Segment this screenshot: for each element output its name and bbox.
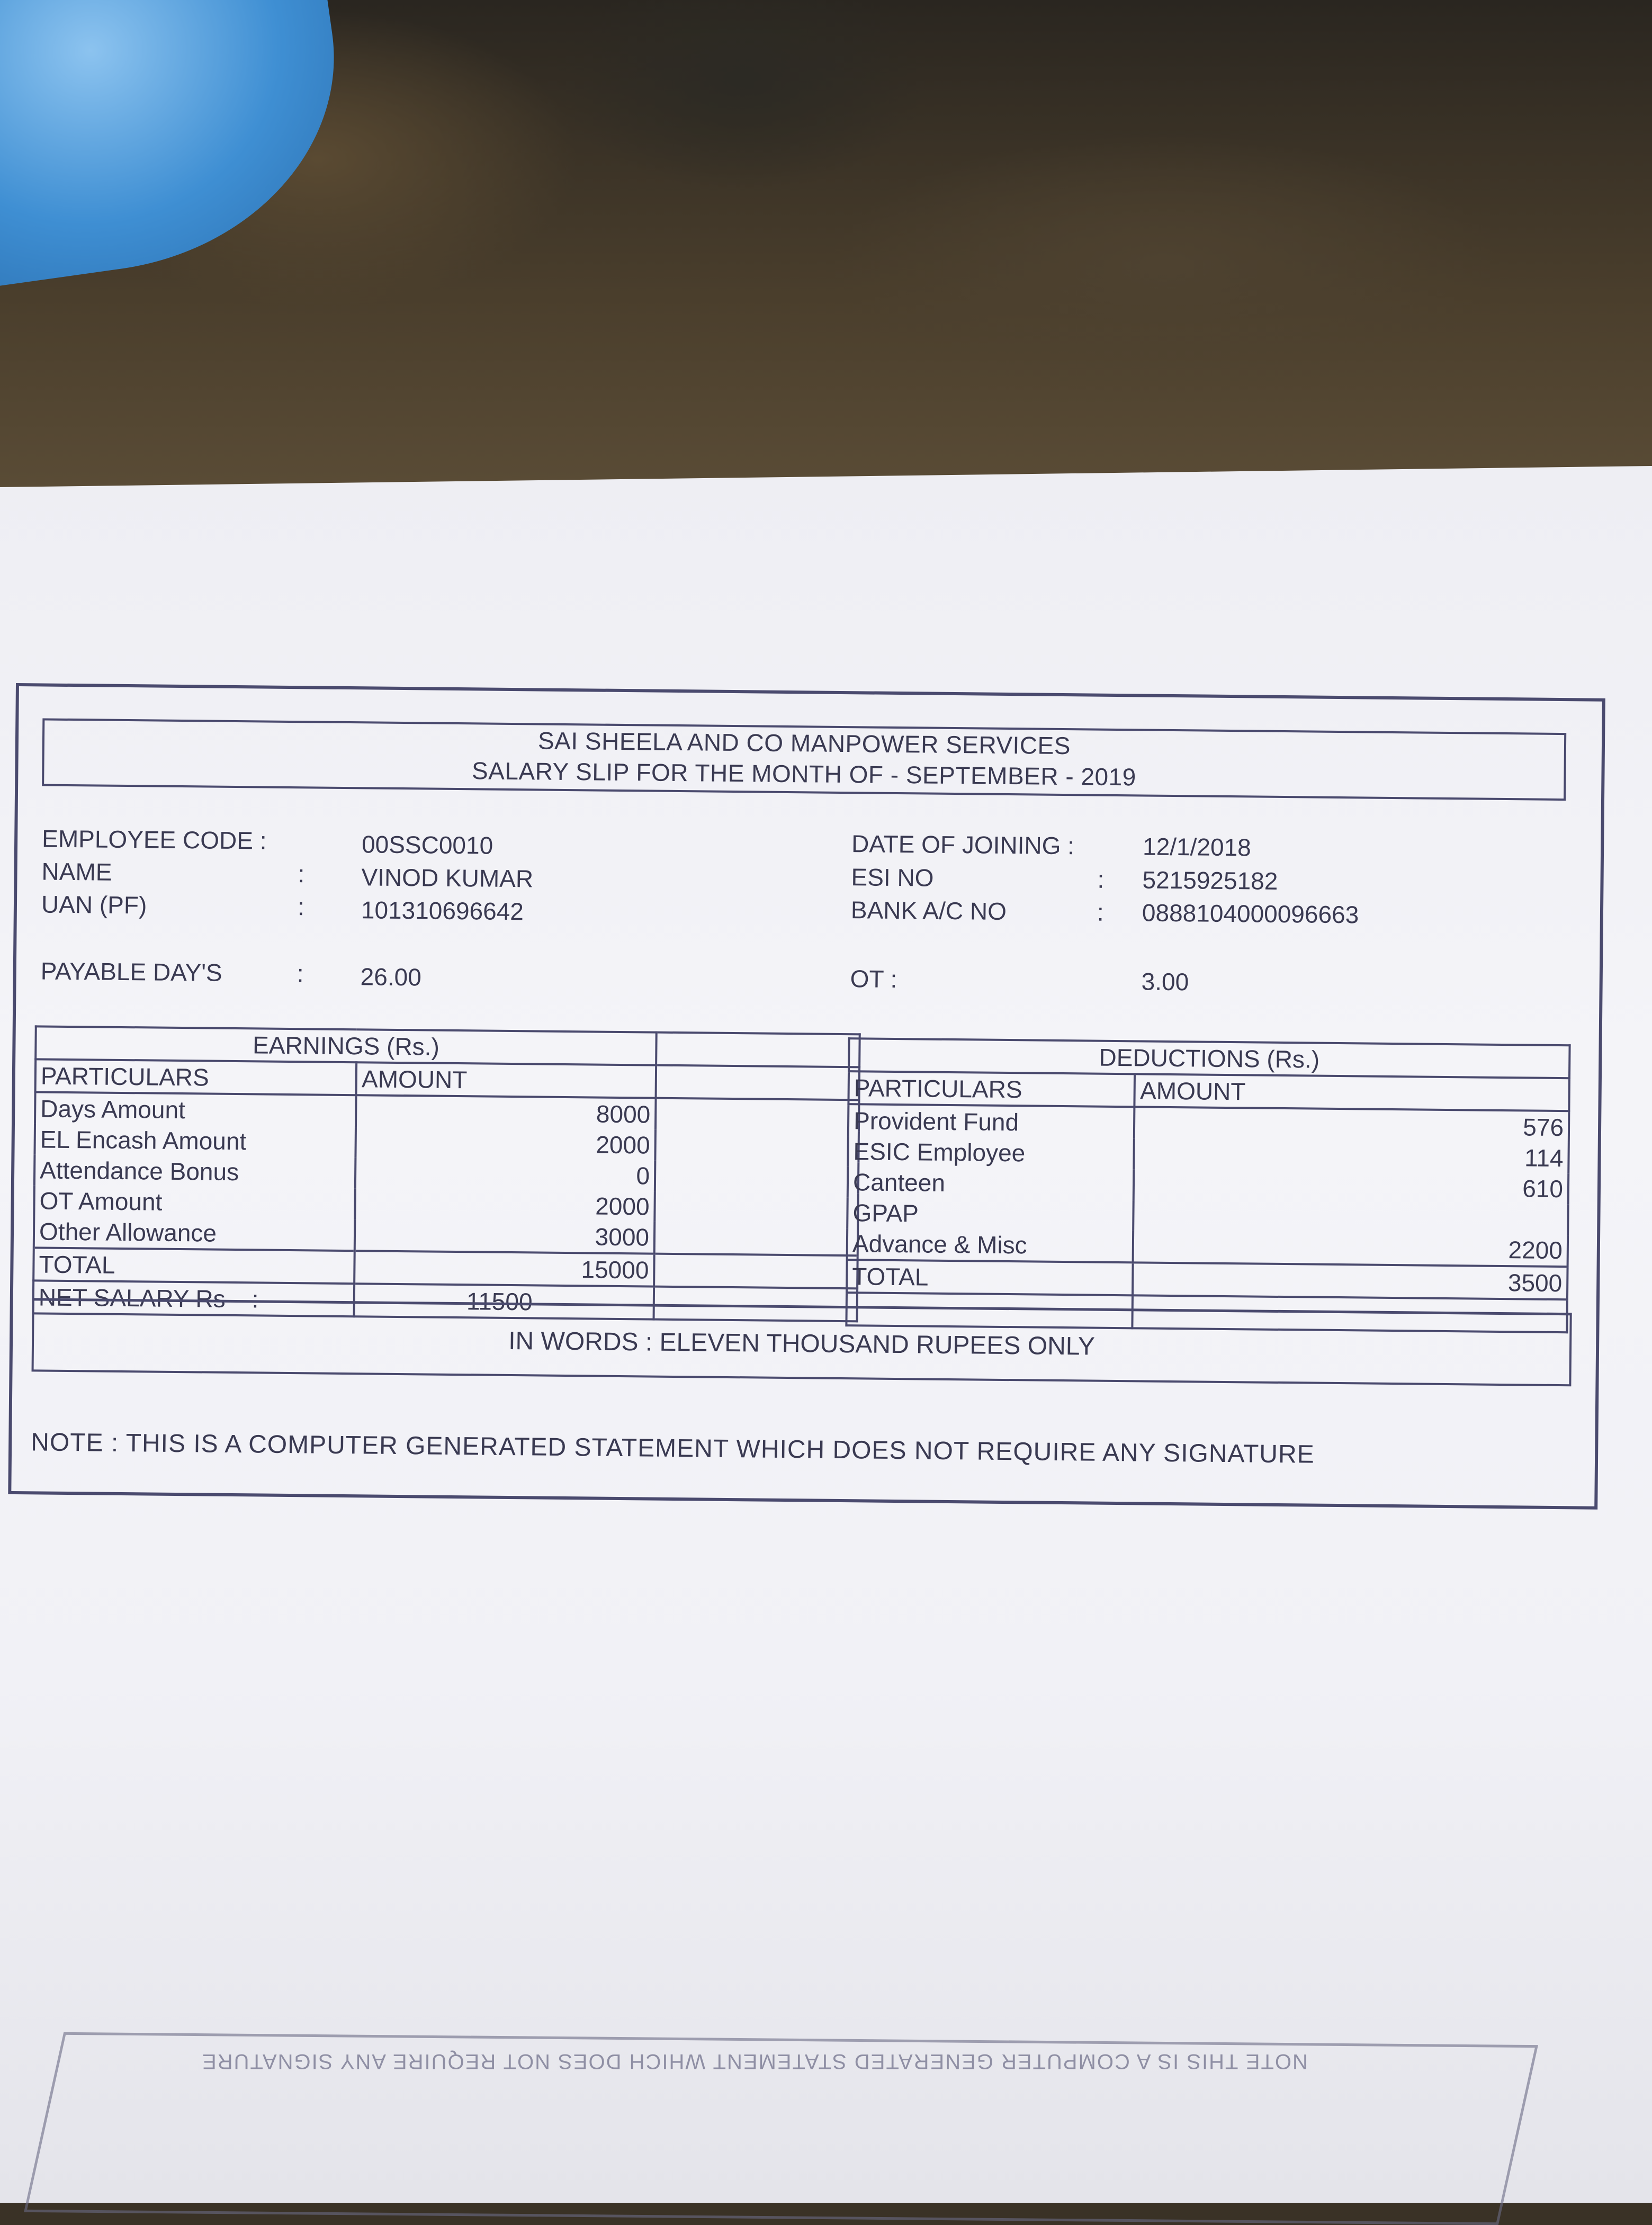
bank-label: BANK A/C NO [850,896,1007,925]
earnings-spacer-cell [654,1254,858,1289]
deductions-col-particulars: PARTICULARS [848,1071,1135,1107]
deduction-amount: 114 [1134,1138,1569,1173]
earnings-col-amount: AMOUNT [356,1062,656,1098]
earning-amount: 3000 [355,1219,654,1253]
deductions-table [845,1037,1570,1333]
deduction-label: ESIC Employee [848,1136,1134,1169]
company-name: SAI SHEELA AND CO MANPOWER SERVICES [537,726,1071,760]
employee-name-value: VINOD KUMAR [361,863,534,893]
name-colon: : [298,860,305,888]
slip-title: SALARY SLIP FOR THE MONTH OF - SEPTEMBER - 2019 [471,757,1137,791]
earnings-spacer-cell [655,1161,859,1194]
deductions-col-amount: AMOUNT [1135,1074,1569,1111]
earning-label: Other Allowance [34,1216,355,1251]
deduction-amount: 576 [1134,1107,1569,1143]
slip-header [42,718,1566,801]
earning-label: OT Amount [34,1185,355,1219]
employee-code-value: 00SSC0010 [361,830,493,859]
computer-generated-note: NOTE : THIS IS A COMPUTER GENERATED STATEMENT WHICH DOES NOT REQUIRE ANY SIGNATURE [30,1428,1315,1469]
deduction-label: Advance & Misc [847,1228,1134,1262]
esi-colon: : [1097,865,1105,893]
payable-days-value: 26.00 [360,963,422,991]
salary-slip [8,683,1605,1510]
earning-amount: 2000 [355,1188,655,1222]
deduction-amount: 610 [1134,1169,1568,1204]
deduction-label: GPAP [847,1197,1134,1231]
net-salary-colon: : [252,1285,259,1313]
deduction-amount: 2200 [1133,1231,1568,1267]
net-salary-value: 11500 [354,1284,654,1319]
payable-days-label: PAYABLE DAY'S [40,957,222,986]
deductions-total-value: 3500 [1133,1262,1567,1299]
underlying-slip-note: NOTE THIS IS A COMPUTER GENERATED STATEMENT WHICH DOES NOT REQUIRE ANY SIGNATURE [201,2050,1308,2073]
earnings-spacer-cell [656,1033,860,1067]
payable-days-colon: : [297,959,304,988]
bank-value: 0888104000096663 [1142,899,1359,929]
earning-amount: 0 [355,1158,655,1191]
amount-in-words: IN WORDS : ELEVEN THOUSAND RUPEES ONLY [508,1326,1096,1361]
doj-label: DATE OF JOINING : [851,830,1075,860]
employee-name-label: NAME [41,857,112,886]
earnings-spacer-cell [655,1130,859,1163]
earnings-spacer-cell [656,1065,860,1100]
uan-colon: : [297,893,305,921]
earning-amount: 8000 [356,1095,656,1129]
employee-code-label: EMPLOYEE CODE : [41,824,267,855]
earnings-col-particulars: PARTICULARS [35,1059,357,1095]
deductions-total-label: TOTAL [847,1260,1133,1295]
esi-label: ESI NO [851,863,934,892]
earning-label: Attendance Bonus [34,1154,356,1188]
deduction-amount [1134,1200,1568,1235]
doj-value: 12/1/2018 [1142,832,1252,862]
esi-value: 5215925182 [1142,866,1278,895]
amount-in-words-box [32,1298,1572,1386]
earnings-table [32,1025,861,1322]
earning-label: EL Encash Amount [34,1124,356,1158]
earning-amount: 2000 [356,1127,656,1160]
earnings-total-label: TOTAL [33,1248,355,1284]
bank-colon: : [1097,898,1104,926]
deductions-title: DEDUCTIONS (Rs.) [849,1038,1570,1078]
earnings-spacer-cell [654,1222,858,1256]
deduction-label: Provident Fund [848,1104,1135,1138]
uan-value: 101310696642 [361,896,524,926]
uan-label: UAN (PF) [41,890,147,919]
earnings-total-value: 15000 [354,1251,654,1286]
earnings-title: EARNINGS (Rs.) [35,1026,657,1065]
ot-label: OT : [850,965,897,993]
earnings-spacer-cell [656,1098,859,1132]
net-salary-label-text: NET SALARY Rs [38,1283,226,1313]
deduction-label: Canteen [848,1167,1134,1200]
earning-label: Days Amount [35,1092,356,1127]
earnings-spacer-cell [654,1191,858,1224]
ot-value: 3.00 [1141,967,1189,996]
